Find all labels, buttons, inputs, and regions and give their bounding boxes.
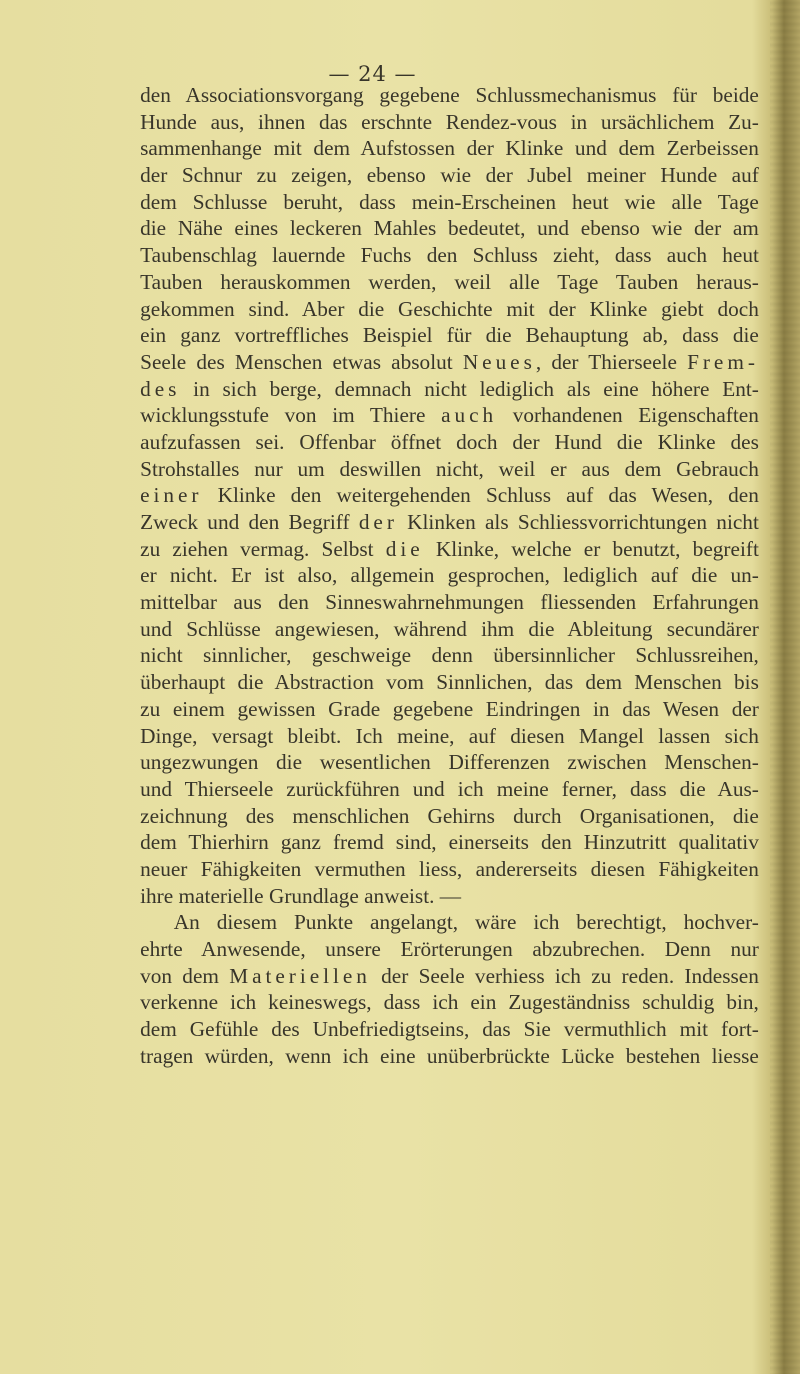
text-line xyxy=(140,989,759,1016)
text-line xyxy=(140,456,759,483)
text-line xyxy=(140,723,759,750)
body-text xyxy=(137,82,762,1069)
text-segment: Klinken als Schliessvorrichtungen nicht xyxy=(397,510,759,534)
text-segment: aufzufassen sei. Offenbar öffnet doch der Hund die Klinke des xyxy=(140,429,759,454)
text-segment: Dinge, versagt bleibt. Ich meine, auf diesen Mangel lassen sich xyxy=(140,723,759,748)
text-segment: Taubenschlag lauernde Fuchs den Schluss zieht, dass auch heut xyxy=(140,243,759,268)
text-line xyxy=(140,883,759,910)
text-segment: Strohstalles nur um deswillen nicht, weil er aus dem Gebrauch xyxy=(140,456,759,481)
text-segment: Zweck und den Begriff xyxy=(140,510,359,534)
text-line xyxy=(140,109,759,136)
page-number: — 24 — xyxy=(328,62,417,86)
text-line xyxy=(140,296,759,323)
text-segment: tragen würden, wenn ich eine unüberbrückte Lücke bestehen liesse xyxy=(140,1043,759,1068)
text-line xyxy=(140,269,759,296)
text-line xyxy=(140,696,759,723)
text-line xyxy=(140,509,759,536)
text-line xyxy=(140,616,759,643)
spaced-emphasis: einer xyxy=(140,483,203,508)
text-line xyxy=(140,909,759,936)
text-segment: ein ganz vortreffliches Beispiel für die Behauptung ab, dass die xyxy=(140,323,759,348)
text-segment: überhaupt die Abstraction vom Sinnlichen, das dem Menschen bis xyxy=(140,670,759,695)
text-line xyxy=(140,429,759,456)
spaced-emphasis: Frem- xyxy=(687,349,759,374)
text-line xyxy=(140,215,759,242)
text-line xyxy=(140,242,759,269)
text-segment: ungezwungen die wesentlichen Differenzen zwischen Menschen- xyxy=(140,750,759,775)
text-segment: die Nähe eines leckeren Mahles bedeutet, und ebenso wie der am xyxy=(140,216,759,241)
text-segment: vorhandenen Eigenschaften xyxy=(497,403,759,428)
text-segment: und Thierseele zurückführen und ich meine ferner, dass die Aus- xyxy=(140,776,759,801)
text-line xyxy=(140,135,759,162)
text-line xyxy=(140,803,759,830)
text-segment: zu ziehen vermag. Selbst xyxy=(140,536,386,561)
text-segment: ehrte Anwesende, unsere Erörterungen abzubrechen. Denn nur xyxy=(140,937,759,961)
text-segment: neuer Fähigkeiten vermuthen liess, andererseits diesen Fähigkeiten xyxy=(140,856,759,881)
text-segment: zeichnung des menschlichen Gehirns durch Organisationen, die xyxy=(140,803,759,828)
text-segment: der Schnur zu zeigen, ebenso wie der Jubel meiner Hunde auf xyxy=(140,163,759,188)
spaced-emphasis: des xyxy=(140,376,181,401)
spaced-emphasis: der xyxy=(358,510,398,534)
text-segment: Seele des Menschen etwas absolut xyxy=(140,349,463,374)
text-segment: gekommen sind. Aber die Geschichte mit der Klinke giebt doch xyxy=(140,296,759,321)
text-segment: ihre materielle Grundlage anweist. — xyxy=(140,883,462,908)
text-segment: zu einem gewissen Grade gegebene Eindringen in das Wesen der xyxy=(140,696,759,721)
text-line xyxy=(140,749,759,776)
text-line xyxy=(140,162,759,189)
text-line xyxy=(140,1043,759,1070)
text-line xyxy=(140,963,759,990)
text-line xyxy=(140,1016,759,1043)
text-segment: nicht sinnlicher, geschweige denn übersinnlicher Schlussreihen, xyxy=(140,643,759,668)
spaced-emphasis: auch xyxy=(441,403,498,428)
spaced-emphasis: Neues xyxy=(462,349,536,374)
text-segment: wicklungsstufe von im Thiere xyxy=(140,403,442,428)
text-line xyxy=(140,376,759,403)
text-line xyxy=(140,589,759,616)
text-segment: der Seele verhiess ich zu reden. Indessen xyxy=(370,963,759,988)
text-segment: , der Thierseele xyxy=(535,349,688,374)
text-line xyxy=(140,669,759,696)
text-segment: dem Gefühle des Unbefriedigtseins, das Sie vermuthlich mit fort- xyxy=(140,1017,759,1042)
text-segment: dem Thierhirn ganz fremd sind, einerseits den Hinzutritt qualitativ xyxy=(140,830,759,855)
text-line xyxy=(140,642,759,669)
text-line xyxy=(140,856,759,883)
text-segment: Klinke den weitergehenden Schluss auf das Wesen, den xyxy=(202,483,759,508)
text-line xyxy=(140,536,759,563)
text-segment: sammenhange mit dem Aufstossen der Klinke und dem Zerbeissen xyxy=(140,136,759,161)
text-segment: den Associationsvorgang gegebene Schlussmechanismus für beide xyxy=(140,83,759,107)
text-line xyxy=(140,322,759,349)
text-segment: An diesem Punkte angelangt, wäre ich berechtigt, hochver- xyxy=(173,910,759,935)
text-line xyxy=(140,402,759,429)
text-segment: er nicht. Er ist also, allgemein gesprochen, lediglich auf die un- xyxy=(140,563,759,588)
text-line xyxy=(140,349,759,376)
book-edge xyxy=(770,0,800,1374)
text-segment: mittelbar aus den Sinneswahrnehmungen fliessenden Erfahrungen xyxy=(140,590,759,615)
text-segment: Hunde aus, ihnen das erschnte Rendez-vous in ursächlichem Zu- xyxy=(140,109,759,134)
text-line xyxy=(140,936,759,963)
text-segment: Klinke, welche er benutzt, begreift xyxy=(423,536,759,561)
text-segment: und Schlüsse angewiesen, während ihm die Ableitung secundärer xyxy=(140,616,759,641)
text-line xyxy=(140,82,759,109)
text-line xyxy=(140,562,759,589)
text-segment: verkenne ich keineswegs, dass ich ein Zugeständniss schuldig bin, xyxy=(140,990,759,1015)
text-segment: in sich berge, demnach nicht lediglich als eine höhere Ent- xyxy=(180,376,759,401)
text-line xyxy=(140,482,759,509)
spaced-emphasis: Materiellen xyxy=(229,963,371,988)
text-segment: Tauben herauskommen werden, weil alle Tage Tauben heraus- xyxy=(140,269,759,294)
text-segment: von dem xyxy=(140,963,230,988)
spaced-emphasis: die xyxy=(385,536,424,561)
text-line xyxy=(140,829,759,856)
text-line xyxy=(140,776,759,803)
text-segment: dem Schlusse beruht, dass mein-Erscheinen heut wie alle Tage xyxy=(140,189,759,214)
text-line xyxy=(140,189,759,216)
